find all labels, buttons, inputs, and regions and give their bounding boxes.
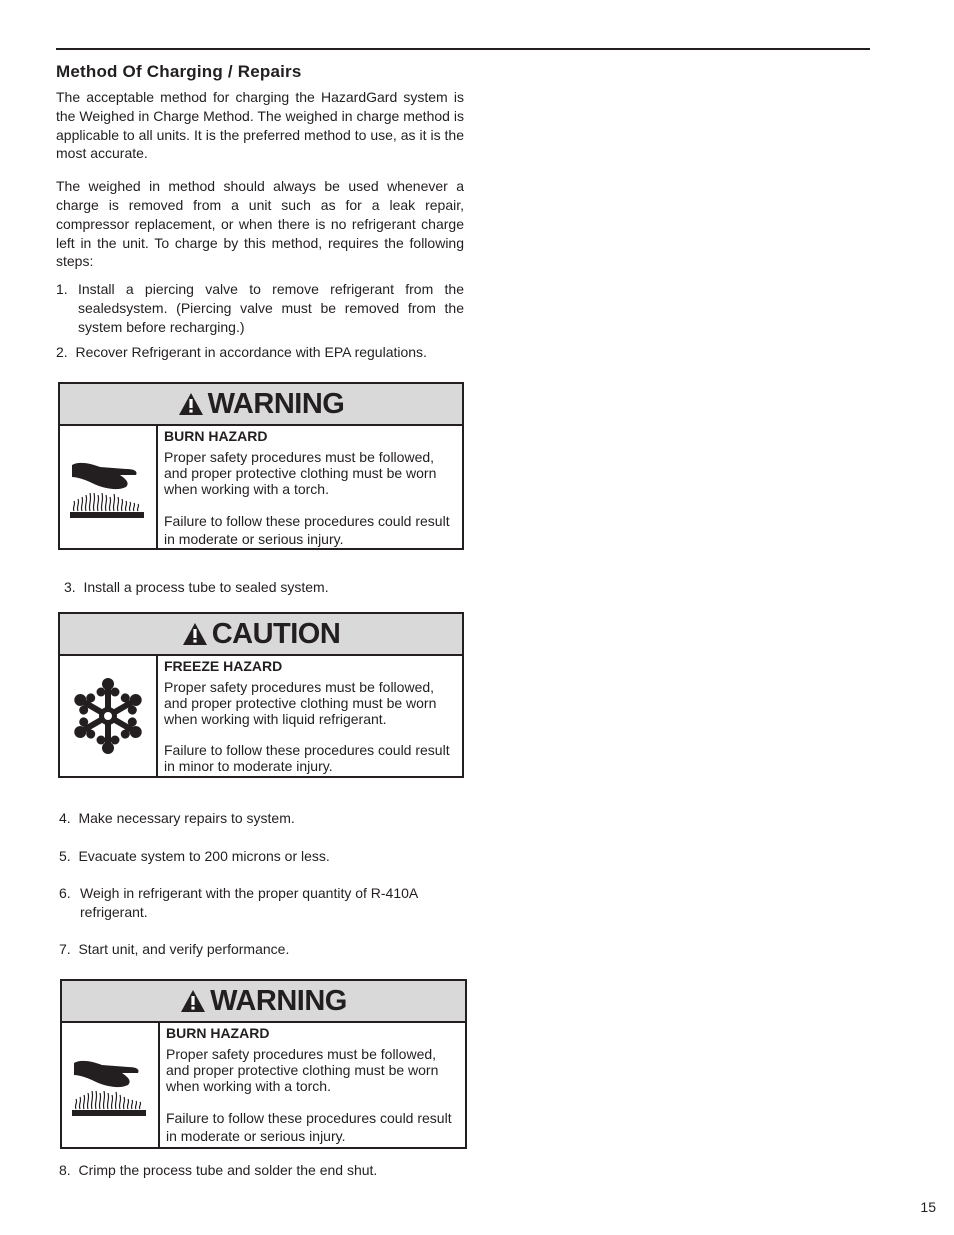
snowflake-icon (60, 656, 158, 776)
notice-text-2: Failure to follow these procedures could result in moderate or serious injury. (164, 513, 450, 547)
step-1 (56, 280, 464, 336)
step-text: Install a piercing valve to remove refrigerant from the sealedsystem. (Piercing valve must be removed from the system before recharging.) (78, 281, 464, 335)
paragraph-1: The acceptable method for charging the HazardGard system is the Weighed in Charge Method. The weighed in charge method is applicable to all units. It is the preferred method to use, as it is the most accurate. (56, 89, 464, 162)
step-number: 2. (56, 344, 68, 360)
warning-notice-2 (60, 979, 467, 1149)
notice-text-1: Proper safety procedures must be followed, and proper protective clothing must be worn when working with liquid refrigerant. (164, 679, 437, 727)
content-column (56, 62, 464, 271)
notice-text-2: Failure to follow these procedures could result in moderate or serious injury. (166, 1110, 452, 1144)
step-2 (56, 343, 476, 362)
notice-header (60, 614, 462, 656)
page-number: 15 (920, 1199, 936, 1215)
signal-word: WARNING (210, 984, 347, 1017)
step-number: 4. (59, 810, 71, 826)
step-6 (59, 884, 459, 922)
step-text: Start unit, and verify performance. (78, 941, 290, 957)
caution-notice (58, 612, 464, 778)
notice-text-1: Proper safety procedures must be followed, and proper protective clothing must be worn when working with a torch. (166, 1046, 439, 1094)
step-number: 5. (59, 848, 71, 864)
step-text: Weigh in refrigerant with the proper quantity of R-410A refrigerant. (80, 885, 418, 920)
step-text: Crimp the process tube and solder the end shut. (78, 1162, 378, 1178)
warning-triangle-icon (180, 989, 206, 1013)
signal-word: WARNING (207, 387, 345, 420)
step-number: 6. (59, 885, 71, 901)
signal-word: CAUTION (211, 617, 341, 650)
hazard-title: BURN HAZARD (164, 428, 268, 444)
step-text: Evacuate system to 200 microns or less. (78, 848, 330, 864)
step-8 (59, 1161, 377, 1180)
step-text: Recover Refrigerant in accordance with EPA regulations. (75, 344, 427, 360)
notice-header (62, 981, 465, 1023)
step-number: 1. (56, 281, 68, 297)
warning-notice-1 (58, 382, 464, 550)
step-7 (59, 940, 289, 959)
hand-flame-icon (62, 1023, 160, 1147)
notice-text-1: Proper safety procedures must be followed, and proper protective clothing must be worn when working with a torch. (164, 449, 437, 497)
step-number: 7. (59, 941, 71, 957)
step-3 (64, 578, 329, 597)
step-5 (59, 847, 330, 866)
step-number: 3. (64, 579, 76, 595)
paragraph-2: The weighed in method should always be used whenever a charge is removed from a unit such as for a leak repair, compressor replacement, or when there is no refrigerant charge left in the unit. To charge by this method, requires the following steps: (56, 178, 464, 270)
notice-text-2: Failure to follow these procedures could result in minor to moderate injury. (164, 742, 450, 774)
step-4 (59, 809, 295, 828)
step-number: 8. (59, 1162, 71, 1178)
warning-triangle-icon (182, 622, 208, 646)
section-title: Method Of Charging / Repairs (56, 62, 302, 81)
hazard-title: BURN HAZARD (166, 1025, 270, 1041)
step-text: Install a process tube to sealed system. (83, 579, 329, 595)
step-text: Make necessary repairs to system. (78, 810, 295, 826)
notice-header (60, 384, 462, 426)
hazard-title: FREEZE HAZARD (164, 658, 283, 674)
hand-flame-icon (60, 426, 158, 548)
warning-triangle-icon (178, 392, 204, 416)
top-rule (56, 48, 870, 50)
